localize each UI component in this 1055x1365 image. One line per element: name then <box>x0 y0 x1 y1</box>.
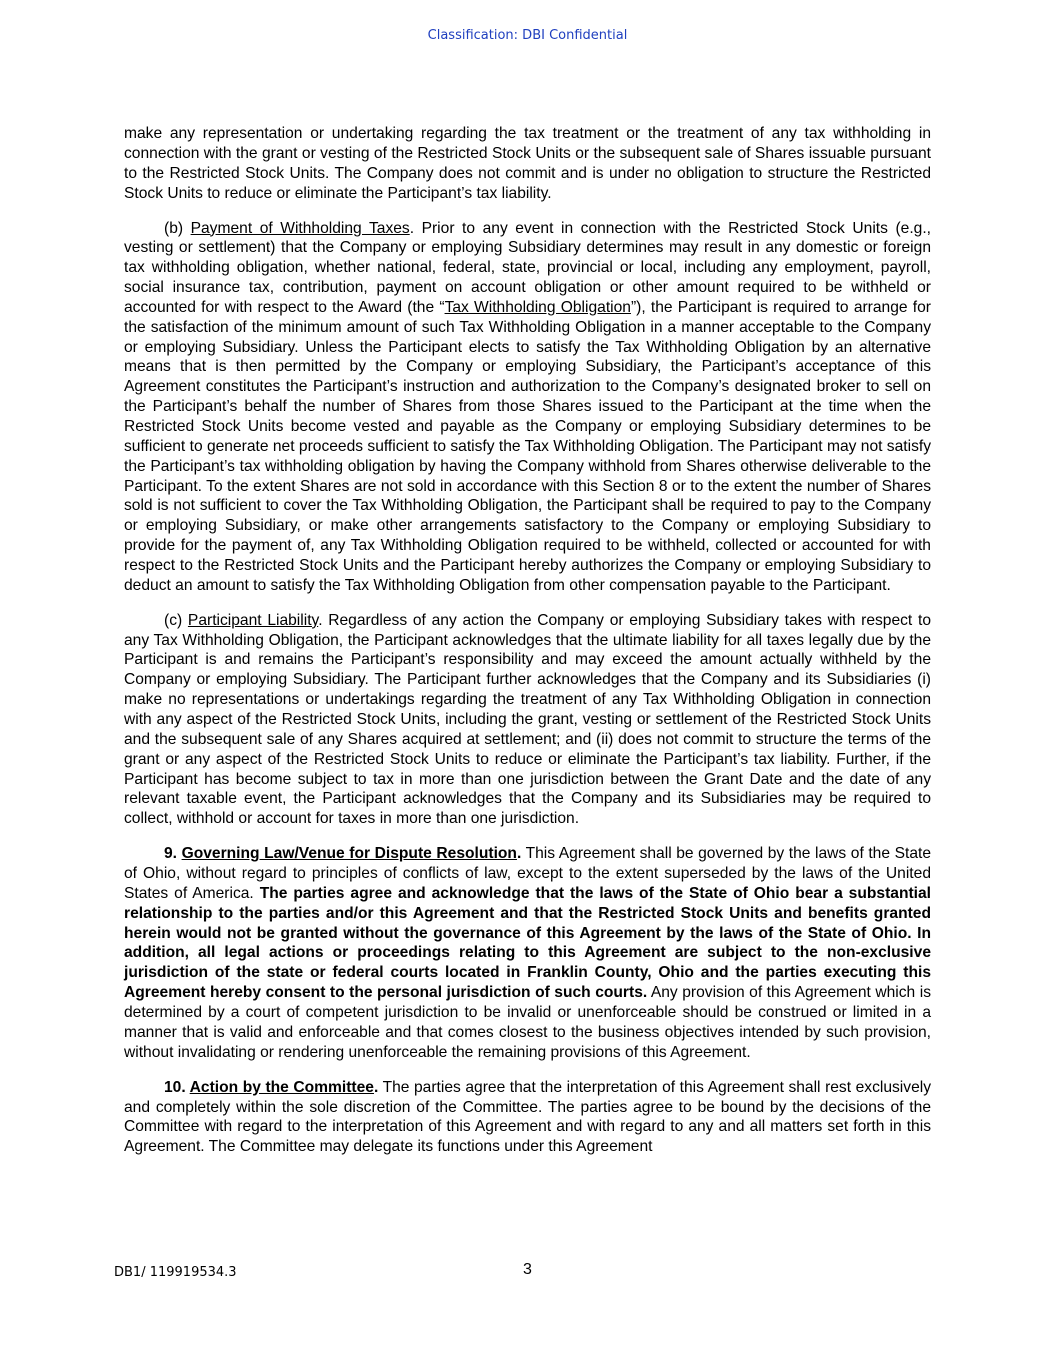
paragraph-b-text-1: . Prior to any event in connection with the Restricted Stock Units (e.g., vesting or settlement) that the Company or employing Subsidiary determines may result in any domestic or foreign tax withholding obligation, whether national, federal, state, provincial or local, including any employment, payroll, social insurance tax, contribution, payment on account obligation or other amount required to be withheld or accounted for with respect to the Award (the “ <box>124 219 931 316</box>
paragraph-b <box>124 219 931 596</box>
section-9-period: . <box>516 845 522 863</box>
document-body <box>124 124 931 1172</box>
paragraph-b-heading: Payment of Withholding Taxes <box>190 219 410 237</box>
paragraph-c <box>124 611 931 829</box>
defined-term-tax-withholding: Tax Withholding Obligation <box>444 298 631 316</box>
section-10 <box>124 1078 931 1157</box>
section-9-text-1: This Agreement shall be governed by the laws of the State of Ohio, without regard to principles of conflicts of law, except to the extent superseded by the laws of the United States of America. <box>124 845 931 902</box>
section-9 <box>124 844 931 1062</box>
section-10-period: . <box>373 1078 379 1096</box>
document-id: DB1/ 119919534.3 <box>114 1265 237 1280</box>
section-9-heading: Governing Law/Venue for Dispute Resolution <box>181 845 517 863</box>
page-number: 3 <box>523 1261 532 1278</box>
paragraph-b-text-2: ”), the Participant is required to arrange for the satisfaction of the minimum amount of such Tax Withholding Obligation in a manner acceptable to the Company or employing Subsidiary. Unless the Participant elects to satisfy the Tax Withholding Obligation by an alternative means that is then permitted by the Company or employing Subsidiary, the Participant’s acceptance of this Agreement constitutes the Participant’s instruction and authorization to the Company’s designated broker to sell on the Participant’s behalf the number of Shares from those Shares issued to the Participant at the time when the Restricted Stock Units become vested and payable as the Company or employing Subsidiary determines to be sufficient to generate net proceeds sufficient to satisfy the Tax Withholding Obligation. The Participant may not satisfy the Participant’s tax withholding obligation by having the Company withhold from Shares otherwise deliverable to the Participant. To the extent Shares are not sold in accordance with this Section 8 or to the extent the number of Shares sold is not sufficient to cover the Tax Withholding Obligation, the Participant shall be required to pay to the Company or employing Subsidiary, or make other arrangements satisfactory to the Company or employing Subsidiary to provide for the payment of, any Tax Withholding Obligation required to be withheld, collected or accounted for with respect to the Restricted Stock Units and the Participant hereby authorizes the Company or employing Subsidiary to deduct an amount to satisfy the Tax Withholding Obligation from other compensation payable to the Participant. <box>124 298 931 594</box>
paragraph-c-text: . Regardless of any action the Company or employing Subsidiary takes with respect to any Tax Withholding Obligation, the Participant acknowledges that the ultimate liability for all taxes legally due by the Participant is and remains the Participant’s responsibility and may exceed the amount actually withheld by the Company or employing Subsidiary. The Participant further acknowledges that the Company and its Subsidiaries (i) make no representations or undertakings regarding the treatment of any Tax Withholding Obligation in connection with any aspect of the Restricted Stock Units, including the grant, vesting or settlement of the Restricted Stock Units and the subsequent sale of any Shares acquired at settlement; and (ii) does not commit to structure the terms of the grant or any aspect of the Restricted Stock Units to reduce or eliminate the Participant’s tax liability. Further, if the Participant has become subject to tax in more than one jurisdiction between the Grant Date and the date of any relevant taxable event, the Participant acknowledges that the Company and its Subsidiaries may be required to collect, withhold or account for taxes in more than one jurisdiction. <box>124 611 931 828</box>
section-10-text: The parties agree that the interpretation of this Agreement shall rest exclusively and completely within the sole discretion of the Committee. The parties agree to be bound by the decisions of the Committee with regard to the interpretation of this Agreement and with regard to any and all matters set forth in this Agreement. The Committee may delegate its functions under this Agreement <box>124 1078 932 1156</box>
paragraph-c-prefix: (c) <box>164 611 188 629</box>
classification-label: Classification: DBI Confidential <box>427 28 628 43</box>
paragraph-b-prefix: (b) <box>164 219 191 237</box>
section-9-number: 9. <box>164 845 182 863</box>
section-10-number: 10. <box>164 1078 190 1096</box>
section-10-heading: Action by the Committee <box>189 1078 374 1096</box>
section-9-bold-text: The parties agree and acknowledge that the laws of the State of Ohio bear a substantial relationship to the parties and/or this Agreement and that the Restricted Stock Units and benefits granted herein would not be granted without the governance of this Agreement by the laws of the State of Ohio. In addition, all legal actions or proceedings relating to this Agreement are subject to the non-exclusive jurisdiction of the state or federal courts located in Franklin County, Ohio and the parties executing this Agreement hereby consent to the personal jurisdiction of such courts. <box>124 884 931 1002</box>
section-9-text-2: Any provision of this Agreement which is determined by a court of competent jurisdiction to be invalid or unenforceable should be construed or limited in a manner that is valid and enforceable and that comes closest to the business objectives intended by such provision, without invalidating or rendering unenforceable the remaining provisions of this Agreement. <box>124 984 931 1061</box>
paragraph-c-heading: Participant Liability <box>187 611 319 629</box>
paragraph-continued: make any representation or undertaking regarding the tax treatment or the treatment of any tax withholding in connection with the grant or vesting of the Restricted Stock Units or the subsequent sale of Shares issuable pursuant to the Restricted Stock Units. The Company does not commit and is under no obligation to structure the Restricted Stock Units to reduce or eliminate the Participant’s tax liability. <box>124 125 931 202</box>
